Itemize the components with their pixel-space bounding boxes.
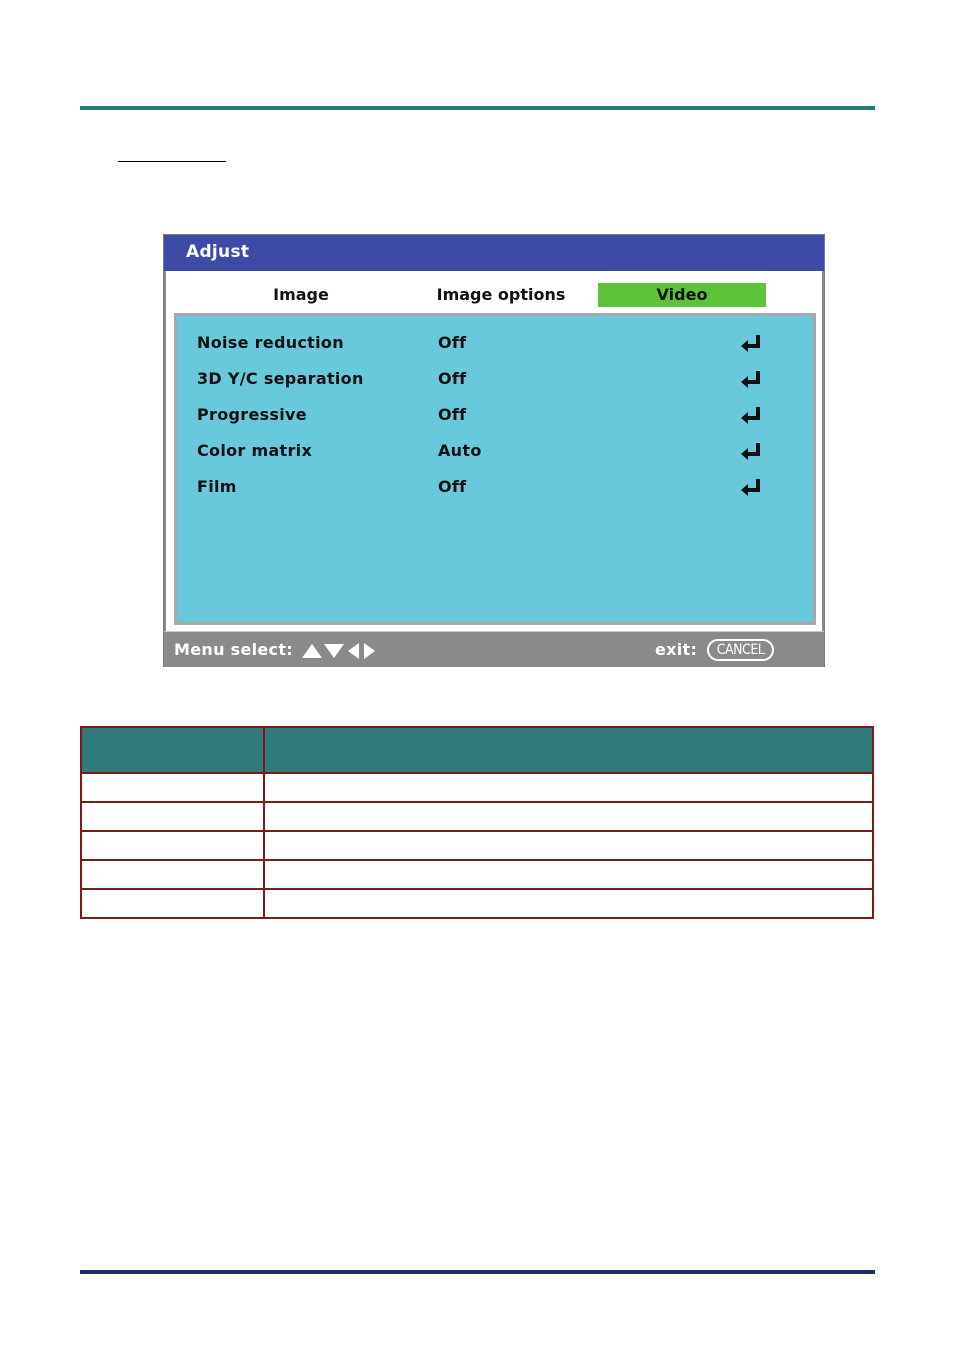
row-label: Color matrix <box>197 441 313 460</box>
table-header-cell <box>264 727 873 773</box>
row-label: Noise reduction <box>197 333 344 352</box>
settings-description-table <box>80 726 874 919</box>
menu-select-label: Menu select: <box>174 640 293 659</box>
section-heading-underline <box>118 161 226 162</box>
menu-row-noise-reduction[interactable] <box>177 329 813 359</box>
tab-video[interactable]: Video <box>598 283 766 307</box>
table-header-cell <box>81 727 264 773</box>
row-label: Progressive <box>197 405 307 424</box>
table-row <box>81 831 873 860</box>
table-cell <box>264 831 873 860</box>
table-cell <box>264 860 873 889</box>
enter-icon[interactable] <box>739 405 763 427</box>
osd-body <box>164 271 824 631</box>
enter-icon[interactable] <box>739 333 763 355</box>
table-cell <box>264 802 873 831</box>
navigation-arrows <box>302 642 378 660</box>
enter-icon[interactable] <box>739 441 763 463</box>
table-row <box>81 889 873 918</box>
table-cell <box>81 773 264 802</box>
tab-image[interactable]: Image <box>273 285 329 304</box>
row-value: Off <box>438 405 467 424</box>
table-row <box>81 802 873 831</box>
osd-title: Adjust <box>186 242 250 262</box>
enter-icon[interactable] <box>739 477 763 499</box>
row-value: Auto <box>438 441 482 460</box>
cancel-button[interactable]: CANCEL <box>707 639 774 661</box>
header-rule <box>80 106 875 110</box>
table-cell <box>264 773 873 802</box>
row-value: Off <box>438 333 467 352</box>
row-value: Off <box>438 369 467 388</box>
arrow-right-icon <box>364 643 375 659</box>
table-cell <box>81 860 264 889</box>
arrow-left-icon <box>348 643 359 659</box>
row-label: 3D Y/C separation <box>197 369 364 388</box>
table-cell <box>264 889 873 918</box>
arrow-up-icon <box>302 644 322 658</box>
adjust-osd-menu <box>163 234 825 667</box>
exit-label: exit: <box>655 640 698 659</box>
table-row <box>81 860 873 889</box>
tab-image-options[interactable]: Image options <box>436 285 566 304</box>
video-settings-panel <box>174 313 816 625</box>
menu-row-progressive[interactable] <box>177 401 813 431</box>
footer-rule <box>80 1270 875 1274</box>
menu-row-film[interactable] <box>177 473 813 503</box>
table-cell <box>81 889 264 918</box>
row-value: Off <box>438 477 467 496</box>
arrow-down-icon <box>324 644 344 658</box>
table-header-row <box>81 727 873 773</box>
menu-row-3d-yc-separation[interactable] <box>177 365 813 395</box>
table-row <box>81 773 873 802</box>
table-cell <box>81 831 264 860</box>
row-label: Film <box>197 477 237 496</box>
enter-icon[interactable] <box>739 369 763 391</box>
table-cell <box>81 802 264 831</box>
osd-footer <box>164 631 824 667</box>
menu-row-color-matrix[interactable] <box>177 437 813 467</box>
osd-title-bar <box>164 235 824 271</box>
